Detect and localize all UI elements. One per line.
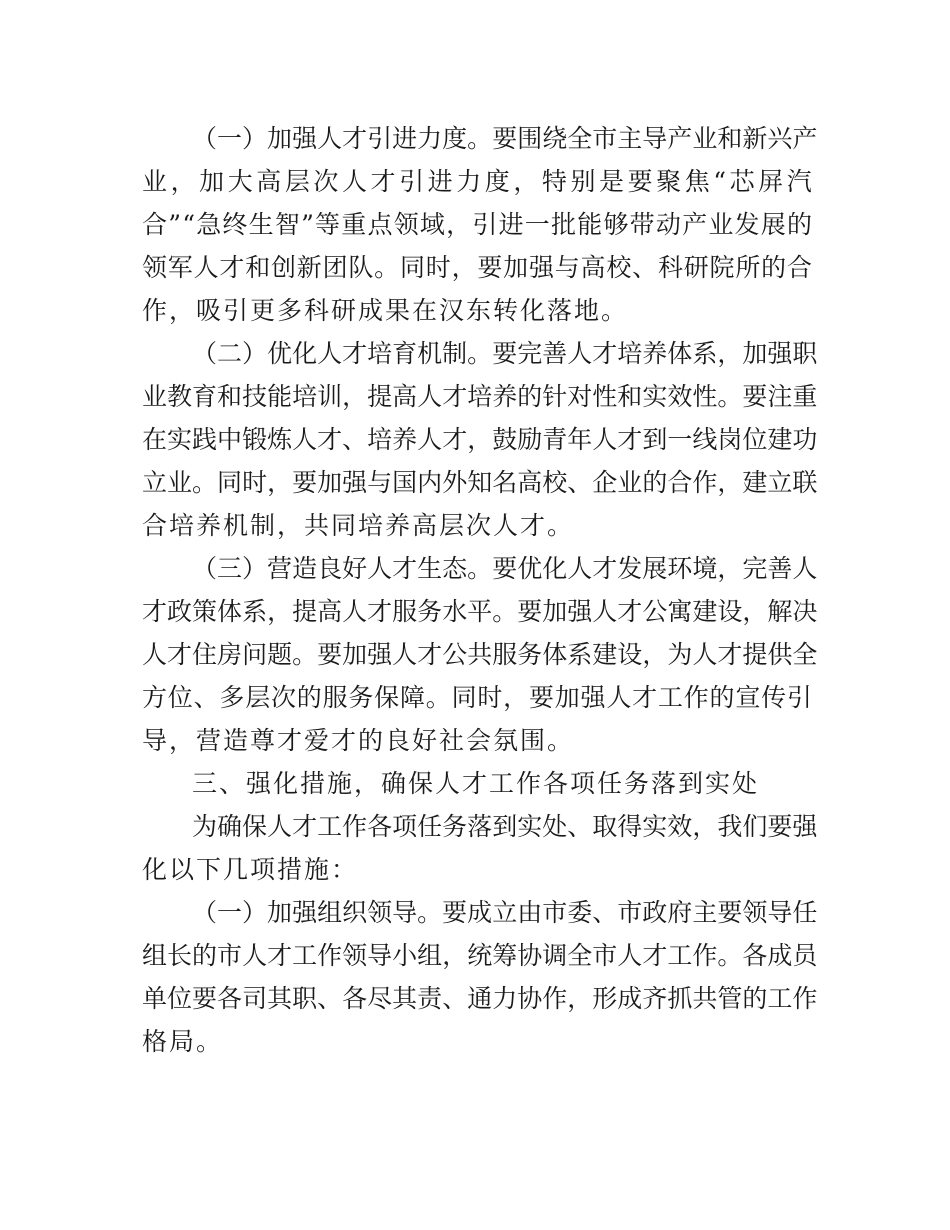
paragraph-line: （ 一 ） 加 强 组 织 领 导 。 要 成 立 由 市 委 、 市 政 府 主 要 领 导 任 <box>192 898 818 927</box>
paragraph <box>142 805 818 891</box>
line-text: 作，吸引更多科研成果在汉东转化落地。 <box>142 296 629 325</box>
paragraph-line <box>142 762 812 805</box>
paragraph-line: 合 ” “ 急 终 生 智 ” 等 重 点 领 域 ， 引 进 一 批 能 够 带 动 产 业 发 展 的 <box>142 210 812 239</box>
paragraph-line: 组 长 的 市 人 才 工 作 领 导 小 组 ， 统 筹 协 调 全 市 人 才 工 作 。 各 成 员 <box>142 941 818 970</box>
paragraph-line: （ 一 ） 加 强 人 才 引 进 力 度 。 要 围 绕 全 市 主 导 产 业 和 新 兴 产 <box>192 124 818 153</box>
paragraph-line <box>142 1020 812 1063</box>
paragraph <box>142 547 818 762</box>
line-text: 三、强化措施，确保人才工作各项任务落到实处 <box>192 769 760 798</box>
document-body <box>142 117 818 1063</box>
paragraph-line: （ 二 ） 优 化 人 才 培 育 机 制 。 要 完 善 人 才 培 养 体 系 ， 加 强 职 <box>192 339 818 368</box>
paragraph-line: 人 才 住 房 问 题 。 要 加 强 人 才 公 共 服 务 体 系 建 设 ， 为 人 才 提 供 全 <box>142 640 818 669</box>
paragraph-line: 方 位 、 多 层 次 的 服 务 保 障 。 同 时 ， 要 加 强 人 才 工 作 的 宣 传 引 <box>142 683 812 712</box>
paragraph-line: 为 确 保 人 才 工 作 各 项 任 务 落 到 实 处 、 取 得 实 效 ， 我 们 要 强 <box>192 812 818 841</box>
line-text: 合培养机制，共同培养高层次人才。 <box>142 511 575 540</box>
paragraph-line <box>142 289 812 332</box>
line-text: 导，营造尊才爱才的良好社会氛围。 <box>142 726 575 755</box>
paragraph-line <box>142 504 812 547</box>
paragraph-line: （ 三 ） 营 造 良 好 人 才 生 态 。 要 优 化 人 才 发 展 环 境 ， 完 善 人 <box>192 554 818 583</box>
paragraph-line <box>142 719 812 762</box>
paragraph <box>142 117 818 332</box>
paragraph-line: 才 政 策 体 系 ， 提 高 人 才 服 务 水 平 。 要 加 强 人 才 公 寓 建 设 ， 解 决 <box>142 597 818 626</box>
line-text: 格局。 <box>142 1027 224 1056</box>
paragraph-line <box>142 848 812 891</box>
paragraph-line: 业 教 育 和 技 能 培 训 ， 提 高 人 才 培 养 的 针 对 性 和 实 效 性 。 要 注 重 <box>142 382 818 411</box>
paragraph <box>142 762 812 805</box>
paragraph-line: 领 军 人 才 和 创 新 团 队 。 同 时 ， 要 加 强 与 高 校 、 科 研 院 所 的 合 <box>142 253 812 282</box>
line-text: 化以下几项措施： <box>142 855 359 884</box>
paragraph-line: 在 实 践 中 锻 炼 人 才 、 培 养 人 才 ， 鼓 励 青 年 人 才 到 一 线 岗 位 建 功 <box>142 425 818 454</box>
paragraph <box>142 891 818 1063</box>
paragraph <box>142 332 818 547</box>
paragraph-line: 立 业 。 同 时 ， 要 加 强 与 国 内 外 知 名 高 校 、 企 业 的 合 作 ， 建 立 联 <box>142 468 818 497</box>
paragraph-line: 单 位 要 各 司 其 职 、 各 尽 其 责 、 通 力 协 作 ， 形 成 齐 抓 共 管 的 工 作 <box>142 984 818 1013</box>
paragraph-line: 业 ， 加 大 高 层 次 人 才 引 进 力 度 ， 特 别 是 要 聚 焦 “ 芯 屏 汽 <box>142 167 812 196</box>
